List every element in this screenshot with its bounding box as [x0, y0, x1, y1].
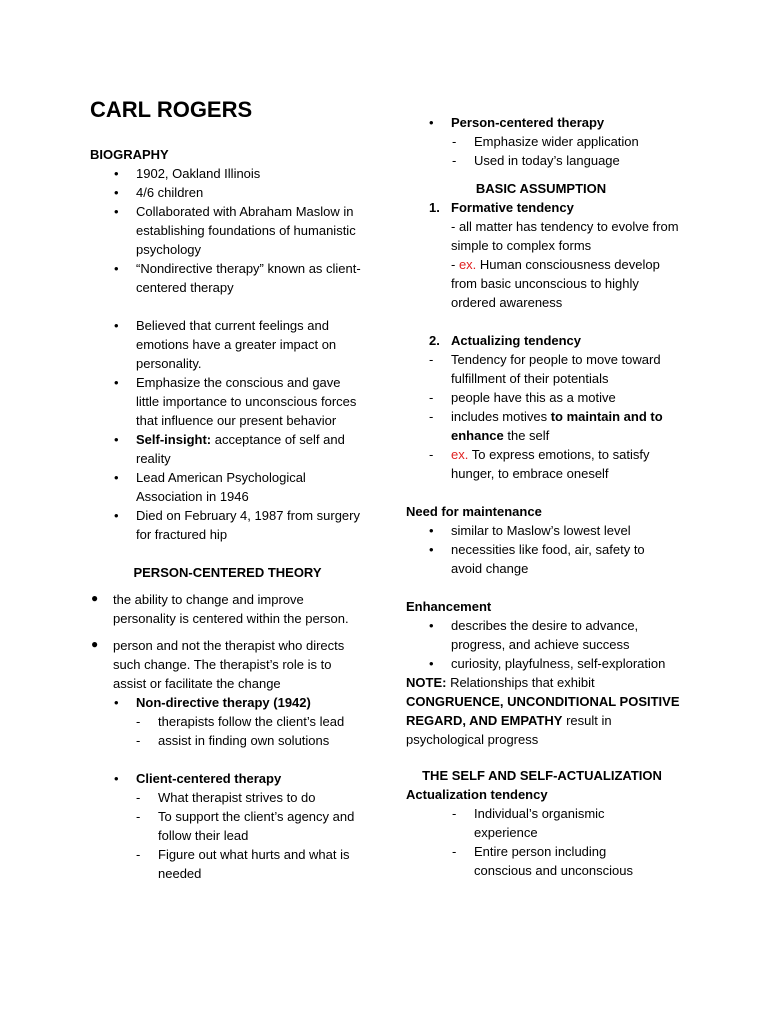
- list-item: [451, 407, 683, 445]
- item-text: includes motives: [451, 409, 551, 424]
- list-item: • Emphasize the conscious and gave little importance to unconscious forces that influence our present behavior: [136, 373, 366, 430]
- list-item: - assist in finding own solutions: [158, 731, 368, 750]
- list-item: • necessities like food, air, safety to avoid change: [451, 540, 676, 578]
- formative-tendency-label: Formative tendency: [451, 200, 574, 215]
- person-centered-theory-heading: PERSON-CENTERED THEORY: [133, 565, 322, 580]
- self-insight-text: acceptance of self and reality: [136, 432, 345, 466]
- example-text: Human consciousness develop from basic unconscious to highly ordered awareness: [451, 257, 660, 310]
- list-item: - Individual’s organismic experience: [474, 804, 654, 842]
- actualizing-tendency-label: Actualizing tendency: [451, 333, 582, 348]
- note-label: NOTE:: [406, 675, 447, 690]
- actualizing-tendency-block: [429, 331, 681, 350]
- enhancement-heading: Enhancement: [406, 599, 492, 614]
- therapy-types-list: [136, 693, 368, 883]
- list-item: [136, 693, 368, 750]
- list-item: • 1902, Oakland Illinois: [136, 164, 366, 183]
- list-item: • describes the desire to advance, progress, and achieve success: [451, 616, 676, 654]
- client-centered-sublist: [158, 788, 358, 883]
- formative-example: [451, 255, 681, 312]
- left-column: [90, 145, 370, 883]
- enhancement-list: [451, 616, 676, 673]
- dash-prefix: -: [451, 257, 459, 272]
- list-item: • 4/6 children: [136, 183, 366, 202]
- list-item: - Used in today’s language: [474, 151, 681, 170]
- list-item: - people have this as a motive: [451, 388, 683, 407]
- actualizing-list: [451, 350, 683, 483]
- number-label: 2.: [429, 333, 440, 348]
- list-item: • curiosity, playfulness, self-exploration: [451, 654, 676, 673]
- biography-heading: BIOGRAPHY: [90, 147, 169, 162]
- list-item: - Entire person including conscious and unconscious: [474, 842, 654, 880]
- actualization-list: [474, 804, 654, 880]
- biography-list: [136, 164, 366, 297]
- self-insight-label: Self-insight:: [136, 432, 212, 447]
- list-item: ● person and not the therapist who directs such change. The therapist’s role is to assist or facilitate the change: [113, 636, 368, 693]
- self-actualization-heading: THE SELF AND SELF-ACTUALIZATION: [422, 768, 662, 783]
- example-text: To express emotions, to satisfy hunger, to embrace oneself: [451, 447, 650, 481]
- list-item: • “Nondirective therapy” known as client-centered therapy: [136, 259, 366, 297]
- list-item: • Believed that current feelings and emotions have a greater impact on personality.: [136, 316, 366, 373]
- number-label: 1.: [429, 200, 440, 215]
- note-text: result in psychological progress: [406, 713, 612, 747]
- list-item: ● the ability to change and improve personality is centered within the person.: [113, 590, 368, 628]
- list-item: - What therapist strives to do: [158, 788, 358, 807]
- list-item: • similar to Maslow’s lowest level: [451, 521, 676, 540]
- biography-list-2: [136, 316, 366, 544]
- list-item: • Collaborated with Abraham Maslow in establishing foundations of humanistic psychology: [136, 202, 366, 259]
- note-text: Relationships that exhibit: [446, 675, 595, 690]
- list-item: - therapists follow the client’s lead: [158, 712, 368, 731]
- person-centered-sublist: [474, 132, 681, 170]
- list-item: • Lead American Psychological Association in 1946: [136, 468, 366, 506]
- list-item: - Tendency for people to move toward fulfillment of their potentials: [451, 350, 683, 388]
- example-marker: ex.: [451, 447, 469, 462]
- theory-list: [113, 590, 368, 693]
- list-item: • Died on February 4, 1987 from surgery for fractured hip: [136, 506, 366, 544]
- nondirective-sublist: [158, 712, 368, 750]
- nondirective-therapy-label: Non-directive therapy (1942): [136, 695, 311, 710]
- person-centered-therapy-label: Person-centered therapy: [451, 115, 605, 130]
- formative-tendency-block: [429, 198, 681, 312]
- list-item: [451, 113, 681, 170]
- note-emphasis: CONGRUENCE, UNCONDITIONAL POSITIVE REGARD, AND EMPATHY: [406, 694, 680, 728]
- right-column: [406, 113, 686, 880]
- need-for-maintenance-heading: Need for maintenance: [406, 504, 542, 519]
- list-item: - Emphasize wider application: [474, 132, 681, 151]
- maintenance-list: [451, 521, 676, 578]
- actualization-tendency-heading: Actualization tendency: [406, 787, 548, 802]
- list-item: - To support the client’s agency and follow their lead: [158, 807, 358, 845]
- item-emphasis: to maintain and to enhance: [451, 409, 663, 443]
- person-centered-therapy-list: [451, 113, 681, 170]
- list-item: [136, 769, 368, 883]
- basic-assumption-heading: BASIC ASSUMPTION: [475, 181, 607, 196]
- example-marker: ex.: [458, 257, 477, 272]
- item-text: the self: [503, 428, 550, 443]
- list-item: [136, 430, 366, 468]
- list-item: [451, 445, 683, 483]
- client-centered-therapy-label: Client-centered therapy: [136, 771, 282, 786]
- formative-description: - all matter has tendency to evolve from simple to complex forms: [451, 219, 679, 253]
- note-paragraph: [406, 673, 681, 749]
- page-title: CARL ROGERS: [90, 97, 253, 122]
- list-item: - Figure out what hurts and what is needed: [158, 845, 358, 883]
